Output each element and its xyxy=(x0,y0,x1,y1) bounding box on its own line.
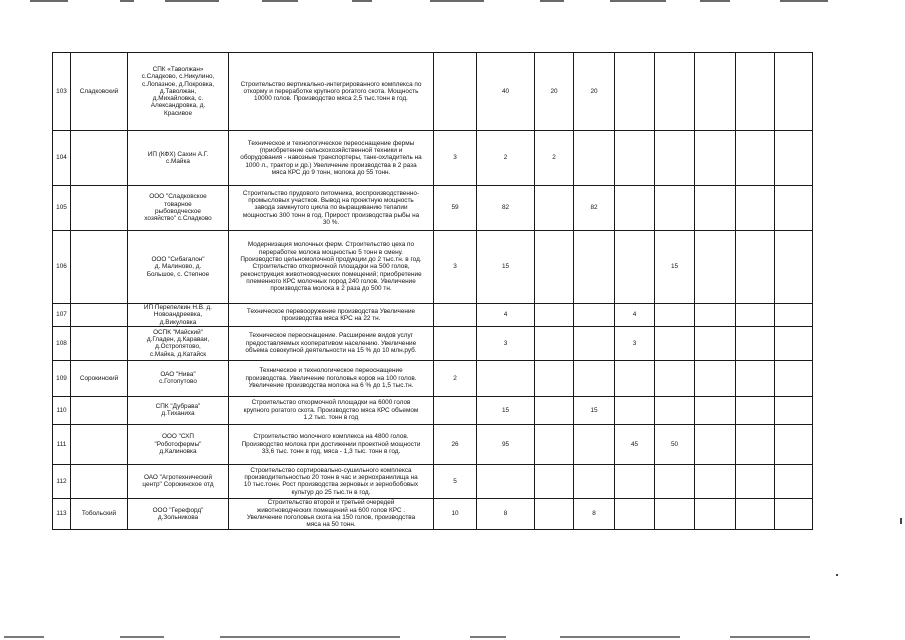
value-cell: 2 xyxy=(477,131,535,186)
project-description-cell: Строительство вертикально-интегрированного комплекса по откорму и переработке крупного рогатого скота. Мощность 10000 голов. Производство мяса 2,5 тыс.тонн в год. xyxy=(229,53,434,131)
scan-bottom-edge xyxy=(0,636,905,639)
value-cell xyxy=(655,131,695,186)
value-cell: 82 xyxy=(574,186,615,231)
value-cell xyxy=(695,131,736,186)
value-cell xyxy=(574,424,615,464)
row-number-cell: 113 xyxy=(53,498,71,529)
value-cell xyxy=(655,360,695,396)
row-number-cell: 109 xyxy=(53,360,71,396)
table-row xyxy=(53,53,891,131)
value-cell xyxy=(535,231,574,304)
value-cell: 45 xyxy=(615,424,655,464)
value-cell xyxy=(736,231,775,304)
value-cell xyxy=(615,231,655,304)
project-description-cell: Строительство прудового питомника, воспроизводственно- промысловых участков. Вывод на проектную мощность завода замкнутого цикла по выращиванию телапии мощностью 300 тонн в год. Прирост производства рыбы на 30 %. xyxy=(229,186,434,231)
value-cell: 4 xyxy=(615,304,655,327)
value-cell xyxy=(535,464,574,498)
value-cell xyxy=(434,53,477,131)
row-number-cell: 110 xyxy=(53,396,71,424)
value-cell: 26 xyxy=(434,424,477,464)
value-cell xyxy=(775,396,813,424)
project-description-cell: Техническое переоснащение. Расширение видов услуг предоставляемых кооперативом населению. Увеличение объема совокупной деятельности на 15 % до 10 млн.руб. xyxy=(229,326,434,360)
value-cell xyxy=(695,231,736,304)
value-cell xyxy=(736,186,775,231)
value-cell: 2 xyxy=(434,360,477,396)
table-row xyxy=(53,464,891,498)
value-cell xyxy=(574,360,615,396)
value-cell: 3 xyxy=(615,326,655,360)
value-cell xyxy=(775,231,813,304)
district-cell xyxy=(71,231,128,304)
value-cell: 4 xyxy=(477,304,535,327)
scan-speck xyxy=(900,518,902,524)
project-description-cell: Модернизация молочных ферм. Строительство цеха по переработке молока мощностью 5 тонн в смену. Производство цельномолочной продукции до 2 тыс.тн. в год. Строительство откормочной площадки на 500 голов, реконструкция животноводческих помещений; приобретение племенного КРС молочных пород 240 голов. Увеличение производства молока в 2 раза до 500 тн. xyxy=(229,231,434,304)
value-cell xyxy=(775,464,813,498)
project-description-cell: Строительство второй и третьей очередей животноводческих помещений на 600 голов КРС . Увеличение поголовья скота на 150 голов, производства мяса на 50 тонн. xyxy=(229,498,434,529)
row-number-cell: 104 xyxy=(53,131,71,186)
value-cell xyxy=(574,231,615,304)
district-cell xyxy=(71,424,128,464)
district-cell xyxy=(71,186,128,231)
value-cell: 20 xyxy=(535,53,574,131)
table-row xyxy=(53,131,891,186)
value-cell xyxy=(736,360,775,396)
value-cell: 15 xyxy=(655,231,695,304)
value-cell xyxy=(736,498,775,529)
value-cell xyxy=(695,464,736,498)
scan-top-edge xyxy=(0,0,905,2)
district-cell xyxy=(71,396,128,424)
row-number-cell: 105 xyxy=(53,186,71,231)
value-cell xyxy=(736,326,775,360)
value-cell xyxy=(736,424,775,464)
value-cell xyxy=(775,304,813,327)
table-row xyxy=(53,424,891,464)
value-cell xyxy=(535,304,574,327)
organization-cell: ИП Перепелкин Н.В. д. Новоандреевка, д.Викуловка xyxy=(128,304,229,327)
value-cell xyxy=(695,326,736,360)
value-cell: 2 xyxy=(535,131,574,186)
table-row xyxy=(53,396,891,424)
value-cell: 82 xyxy=(477,186,535,231)
value-cell xyxy=(775,424,813,464)
project-description-cell: Строительство откормочной площадки на 6000 голов крупного рогатого скота. Производство мяса КРС объемом 1,2 тыс. тонн в год xyxy=(229,396,434,424)
value-cell xyxy=(535,396,574,424)
investment-projects-table xyxy=(52,52,891,530)
organization-cell: СПК «Таволжан» с.Сладково, с.Никулино, с.Лопазное, д.Покровка, д.Таволжан, д.Михайловка, с. Александровка, д. Красивое xyxy=(128,53,229,131)
organization-cell: ОСПК "Майский" д.Гладен, д.Караваи, д.Остропятово, с.Майка, д.Катайск xyxy=(128,326,229,360)
row-number-cell: 111 xyxy=(53,424,71,464)
organization-cell: СПК "Дубрава" д.Тиханиха xyxy=(128,396,229,424)
table-body xyxy=(53,53,891,530)
table-row xyxy=(53,304,891,327)
project-description-cell: Техническое и технологическое переоснащение производства. Увеличение поголовья коров на 100 голов. Увеличение производства молока на 6 % до 1,5 тыс.тн. xyxy=(229,360,434,396)
value-cell: 15 xyxy=(574,396,615,424)
table-row xyxy=(53,498,891,529)
organization-cell: ООО "Сибагалон" д. Малиново, д. Большое, с. Степное xyxy=(128,231,229,304)
organization-cell: ИП (КФХ) Сахин А.Г. с.Майка xyxy=(128,131,229,186)
value-cell xyxy=(615,464,655,498)
organization-cell: ООО "СХП "Роботофермы" д.Калиновка xyxy=(128,424,229,464)
row-number-cell: 103 xyxy=(53,53,71,131)
value-cell xyxy=(477,360,535,396)
value-cell xyxy=(535,498,574,529)
district-cell xyxy=(71,326,128,360)
value-cell xyxy=(615,360,655,396)
value-cell xyxy=(655,464,695,498)
value-cell xyxy=(655,498,695,529)
value-cell xyxy=(736,464,775,498)
value-cell: 95 xyxy=(477,424,535,464)
value-cell xyxy=(655,396,695,424)
value-cell xyxy=(615,186,655,231)
value-cell xyxy=(574,464,615,498)
value-cell xyxy=(695,498,736,529)
value-cell xyxy=(615,498,655,529)
value-cell xyxy=(655,186,695,231)
value-cell xyxy=(775,186,813,231)
table-row xyxy=(53,360,891,396)
value-cell xyxy=(736,304,775,327)
value-cell: 8 xyxy=(574,498,615,529)
organization-cell: ОАО "Агротехнический центр" Сорокинское отд xyxy=(128,464,229,498)
value-cell: 3 xyxy=(477,326,535,360)
row-number-cell: 108 xyxy=(53,326,71,360)
value-cell xyxy=(695,360,736,396)
row-number-cell: 106 xyxy=(53,231,71,304)
table-row xyxy=(53,186,891,231)
value-cell xyxy=(434,326,477,360)
value-cell xyxy=(736,131,775,186)
value-cell xyxy=(535,186,574,231)
table-row xyxy=(53,326,891,360)
district-cell xyxy=(71,464,128,498)
value-cell: 5 xyxy=(434,464,477,498)
row-number-cell: 107 xyxy=(53,304,71,327)
value-cell xyxy=(655,326,695,360)
value-cell xyxy=(574,304,615,327)
value-cell xyxy=(775,498,813,529)
value-cell: 50 xyxy=(655,424,695,464)
value-cell xyxy=(775,53,813,131)
organization-cell: ОАО "Нива" с.Готопутово xyxy=(128,360,229,396)
value-cell xyxy=(775,360,813,396)
organization-cell: ООО "Сладковское товарное рыбоводческое хозяйство" с.Сладково xyxy=(128,186,229,231)
project-description-cell: Техническое и технологическое переоснащение фермы (приобретение сельскохозяйственной техники и оборудования - навозные транспортеры, танк-охладитель на 1000 л., трактор и др.) Увеличение производства в 2 раза мяса КРС до 9 тонн, молока до 55 тонн. xyxy=(229,131,434,186)
value-cell xyxy=(655,53,695,131)
value-cell xyxy=(695,396,736,424)
district-cell xyxy=(71,304,128,327)
district-cell: Сладковский xyxy=(71,53,128,131)
scan-speck xyxy=(836,574,838,576)
value-cell xyxy=(695,424,736,464)
value-cell xyxy=(655,304,695,327)
value-cell xyxy=(615,131,655,186)
value-cell: 20 xyxy=(574,53,615,131)
district-cell xyxy=(71,131,128,186)
value-cell xyxy=(434,396,477,424)
value-cell: 15 xyxy=(477,231,535,304)
value-cell: 8 xyxy=(477,498,535,529)
table-row xyxy=(53,231,891,304)
value-cell: 59 xyxy=(434,186,477,231)
project-description-cell: Строительство сортировально-сушильного комплекса производительностью 20 тонн в час и зернохранилища на 10 тыс.тонн. Рост производства зерновых и зернобобовых культур до 25 тыс.тн в год. xyxy=(229,464,434,498)
district-cell: Тобольский xyxy=(71,498,128,529)
row-number-cell: 112 xyxy=(53,464,71,498)
organization-cell: ООО "Герефорд" д.Зольникова xyxy=(128,498,229,529)
value-cell xyxy=(535,424,574,464)
value-cell: 3 xyxy=(434,231,477,304)
value-cell xyxy=(695,53,736,131)
project-description-cell: Техническое перевооружение производства Увеличение производства мяса КРС на 22 тн. xyxy=(229,304,434,327)
value-cell xyxy=(775,326,813,360)
value-cell xyxy=(695,304,736,327)
value-cell: 10 xyxy=(434,498,477,529)
value-cell xyxy=(574,131,615,186)
value-cell xyxy=(574,326,615,360)
value-cell: 40 xyxy=(477,53,535,131)
value-cell xyxy=(775,131,813,186)
value-cell xyxy=(535,360,574,396)
value-cell: 15 xyxy=(477,396,535,424)
value-cell xyxy=(736,396,775,424)
value-cell xyxy=(434,304,477,327)
value-cell xyxy=(615,53,655,131)
value-cell xyxy=(535,326,574,360)
value-cell xyxy=(695,186,736,231)
value-cell xyxy=(615,396,655,424)
project-description-cell: Строительство молочного комплекса на 4800 голов. Производство молока при достижении проектной мощности 33,6 тыс. тонн в год, мяса - 1,3 тыс. тонн в год. xyxy=(229,424,434,464)
value-cell: 3 xyxy=(434,131,477,186)
value-cell xyxy=(736,53,775,131)
value-cell xyxy=(477,464,535,498)
district-cell: Сорокинский xyxy=(71,360,128,396)
